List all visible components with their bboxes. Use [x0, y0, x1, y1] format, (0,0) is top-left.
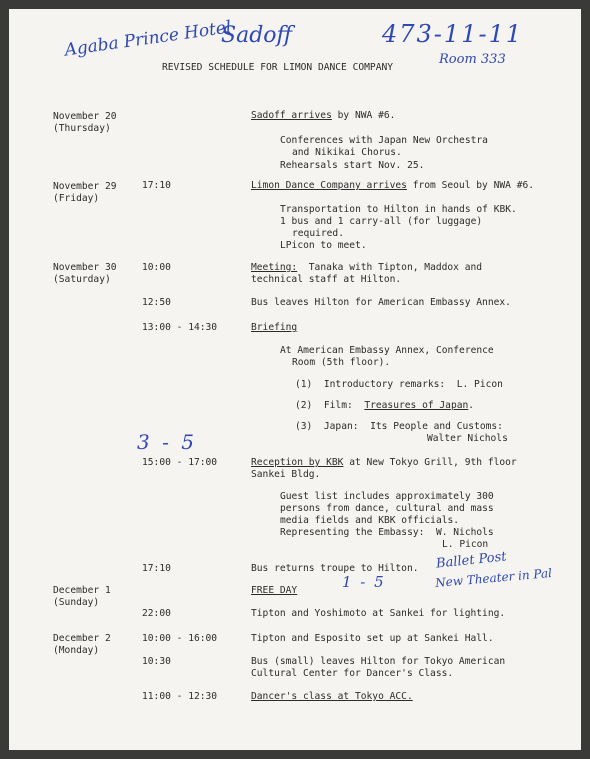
handwritten-phone-note: 473-11-11: [382, 20, 524, 48]
entry-line: technical staff at Hilton.: [251, 274, 402, 285]
entry-heading: Reception by KBK at New Tokyo Grill, 9th floor: [251, 457, 517, 468]
day-date: November 20: [53, 111, 117, 122]
entry-heading: Meeting: Tanaka with Tipton, Maddox and: [251, 262, 483, 273]
day-date: November 29: [53, 181, 117, 192]
page-title: REVISED SCHEDULE FOR LIMON DANCE COMPANY: [162, 62, 394, 73]
entry-time: 10:00 - 16:00: [142, 633, 218, 644]
entry-time: 17:10: [142, 180, 171, 191]
document-page: [9, 9, 581, 750]
entry-line: L. Picon: [442, 539, 489, 550]
entry-time: 15:00 - 17:00: [142, 457, 218, 468]
entry-heading: Sadoff arrives by NWA #6.: [251, 110, 396, 121]
handwritten-name-note: Sadoff: [221, 23, 293, 48]
entry-time: 12:50: [142, 297, 171, 308]
day-date: November 30: [53, 262, 117, 273]
entry-line: Bus (small) leaves Hilton for Tokyo American: [251, 656, 506, 667]
entry-heading: FREE DAY: [251, 585, 298, 596]
handwritten-hotel-note: Agaba Prince Hotel: [63, 17, 233, 61]
entry-time: 22:00: [142, 608, 171, 619]
handwritten-note: Ballet Post: [435, 549, 508, 572]
entry-line: persons from dance, cultural and mass: [280, 503, 494, 514]
entry-list-item: (3) Japan: Its People and Customs:: [295, 421, 503, 432]
day-weekday: (Thursday): [53, 123, 111, 134]
entry-list-item: (2) Film: Treasures of Japan.: [295, 400, 475, 411]
entry-line: At American Embassy Annex, Conference: [280, 345, 494, 356]
entry-line: Conferences with Japan New Orchestra: [280, 135, 488, 146]
day-date: December 1: [53, 585, 111, 596]
entry-line: Transportation to Hilton in hands of KBK.: [280, 204, 517, 215]
entry-line: Bus leaves Hilton for American Embassy Annex.: [251, 297, 511, 308]
entry-heading: Briefing: [251, 322, 298, 333]
entry-line: Bus returns troupe to Hilton.: [251, 563, 419, 574]
handwritten-note: New Theater in Pal: [434, 565, 553, 591]
handwritten-room-note: Room 333: [439, 52, 506, 67]
day-weekday: (Sunday): [53, 597, 100, 608]
entry-line: Sankei Bldg.: [251, 469, 321, 480]
day-weekday: (Monday): [53, 645, 100, 656]
entry-time: 13:00 - 14:30: [142, 322, 218, 333]
entry-line: 1 bus and 1 carry-all (for luggage): [280, 216, 483, 227]
entry-line: Guest list includes approximately 300: [280, 491, 494, 502]
entry-time: 10:00: [142, 262, 171, 273]
day-date: December 2: [53, 633, 111, 644]
day-weekday: (Friday): [53, 193, 100, 204]
entry-list-item: Walter Nichols: [427, 433, 508, 444]
entry-line: Tipton and Esposito set up at Sankei Hall.: [251, 633, 494, 644]
entry-line: media fields and KBK officials.: [280, 515, 460, 526]
entry-line: and Nikikai Chorus.: [292, 147, 402, 158]
handwritten-time-note: 3 - 5: [137, 430, 197, 454]
entry-list-item: (1) Introductory remarks: L. Picon: [295, 379, 503, 390]
entry-line: Rehearsals start Nov. 25.: [280, 160, 425, 171]
handwritten-time-note: 1 - 5: [342, 573, 386, 591]
entry-line: Representing the Embassy: W. Nichols: [280, 527, 494, 538]
entry-time: 10:30: [142, 656, 171, 667]
entry-time: 17:10: [142, 563, 171, 574]
entry-line: Tipton and Yoshimoto at Sankei for lighting.: [251, 608, 506, 619]
entry-line: Cultural Center for Dancer's Class.: [251, 668, 454, 679]
entry-time: 11:00 - 12:30: [142, 691, 218, 702]
day-weekday: (Saturday): [53, 274, 111, 285]
entry-line: Room (5th floor).: [292, 357, 391, 368]
entry-heading: Limon Dance Company arrives from Seoul by NWA #6.: [251, 180, 535, 191]
entry-line: required.: [292, 228, 344, 239]
entry-heading: Dancer's class at Tokyo ACC.: [251, 691, 413, 702]
entry-line: LPicon to meet.: [280, 240, 367, 251]
